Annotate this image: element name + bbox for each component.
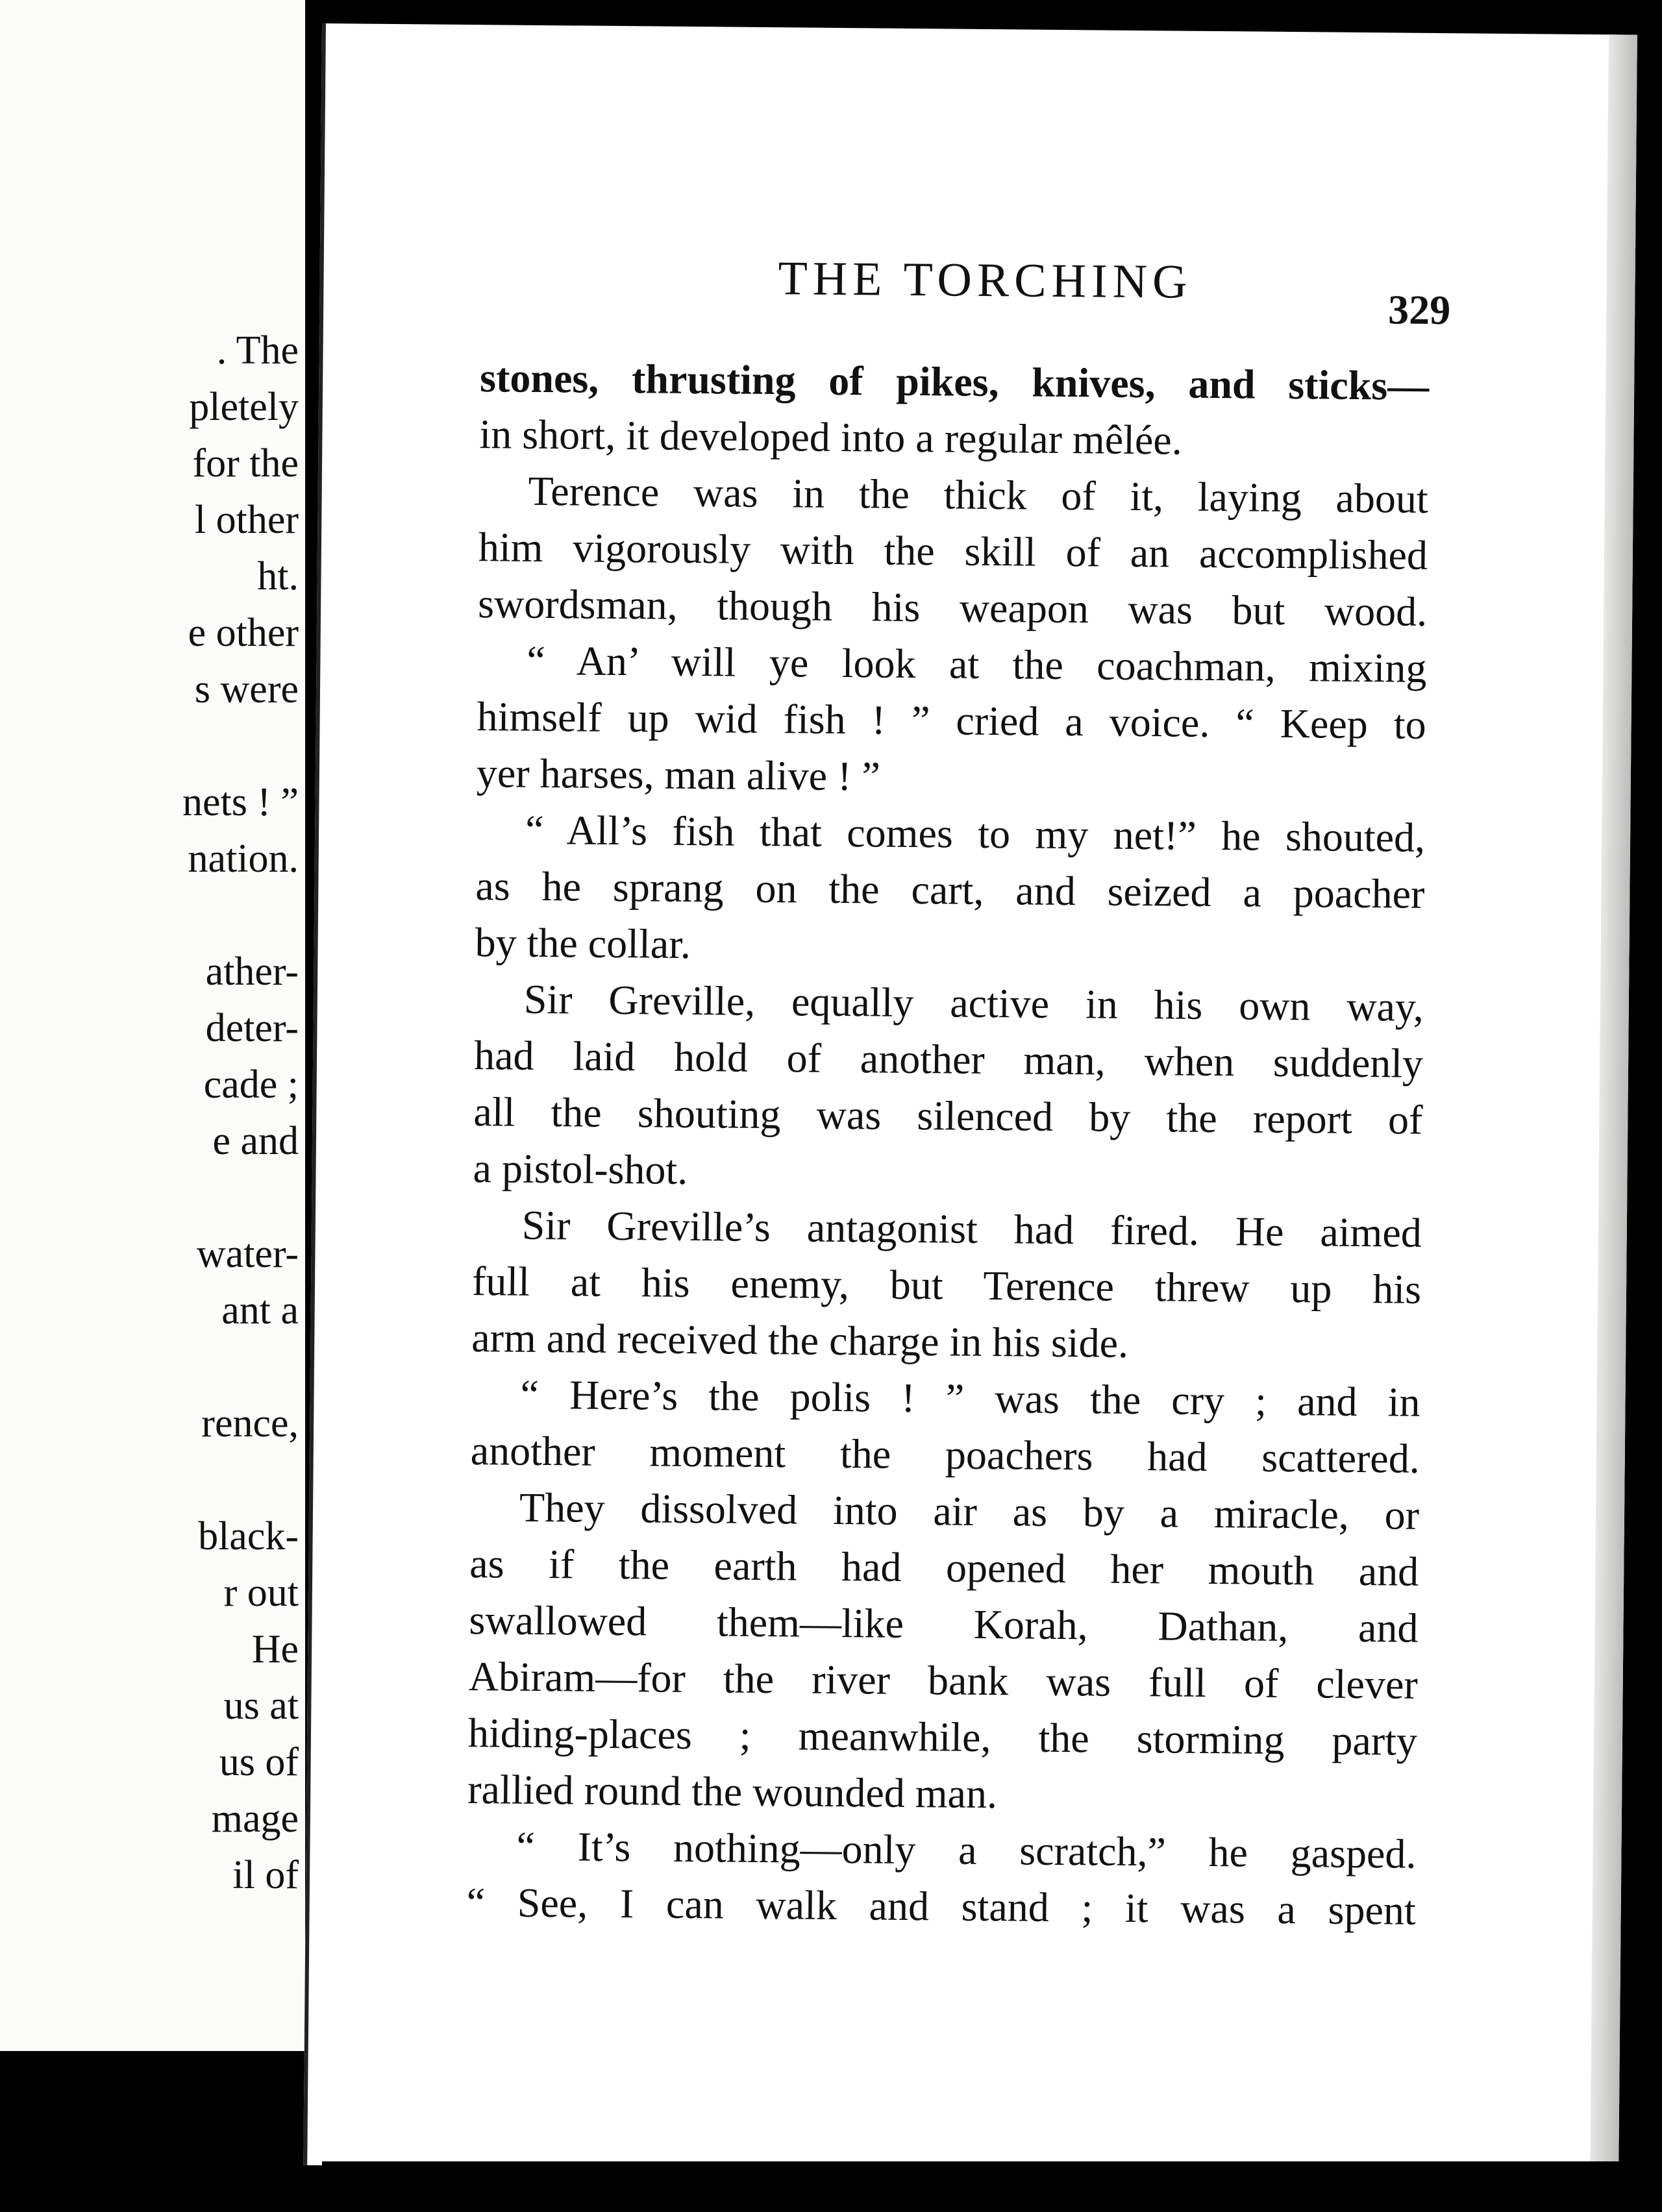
left-page-line: l other (194, 498, 299, 542)
text-line: Sir Greville, equally active in his own way, (523, 976, 1424, 1030)
left-page-line: r out (223, 1571, 299, 1615)
text-line: “ All’s fish that comes to my net!” he shouted, (525, 806, 1426, 861)
text-line: Abiram—for the river bank was full of clever (468, 1653, 1419, 1708)
right-page (303, 23, 1637, 2177)
text-line: a pistol-shot. (473, 1145, 688, 1193)
left-page-line: nets ! ” (182, 780, 299, 824)
text-line: him vigorously with the skill of an accomplished (478, 524, 1428, 578)
left-page-line: . The (216, 328, 299, 373)
body-text (466, 349, 1429, 1939)
text-line: had laid hold of another man, when suddenly (473, 1032, 1424, 1087)
left-page-line: deter- (205, 1006, 299, 1050)
text-line: Terence was in the thick of it, laying about (528, 467, 1428, 522)
left-page-line: water- (196, 1232, 299, 1276)
text-line: as he sprang on the cart, and seized a poacher (475, 863, 1425, 917)
text-line: rallied round the wounded man. (467, 1766, 998, 1817)
left-facing-page (0, 0, 305, 2051)
left-page-line: il of (232, 1853, 299, 1897)
scan-border (322, 2161, 1662, 2212)
text-line: stones, thrusting of pikes, knives, and sticks— (479, 354, 1430, 409)
left-page-line: rence, (201, 1401, 299, 1445)
left-page-line: e other (188, 611, 299, 655)
left-page-line: us of (219, 1740, 299, 1784)
text-line: all the shouting was silenced by the report of (473, 1088, 1423, 1143)
left-page-line: He (251, 1627, 299, 1671)
text-line: himself up wid fish ! ” cried a voice. “ Keep to (477, 693, 1426, 748)
page-number: 329 (1387, 286, 1451, 334)
text-line: by the collar. (475, 919, 691, 968)
text-line: arm and received the charge in his side. (471, 1314, 1129, 1366)
left-page-line: s were (194, 667, 299, 711)
left-page-line: for the (192, 441, 299, 485)
left-page-line: ht. (257, 554, 299, 598)
text-line: swordsman, though his weapon was but wood. (477, 580, 1428, 635)
text-line: another moment the poachers had scattered. (470, 1427, 1420, 1482)
text-line: hiding-places ; meanwhile, the storming party (467, 1710, 1418, 1764)
text-line: yer harses, man alive ! ” (476, 750, 881, 800)
left-page-line: us at (223, 1684, 299, 1728)
text-line: Sir Greville’s antagonist had fired. He aimed (521, 1201, 1422, 1256)
text-line: They dissolved into air as by a miracle, or (519, 1484, 1420, 1538)
left-page-line: ant a (221, 1288, 299, 1333)
running-head: THE TORCHING (778, 252, 1193, 309)
text-line: “ See, I can walk and stand ; it was a spent (466, 1879, 1417, 1934)
text-line: in short, it developed into a regular mêlée. (479, 411, 1183, 463)
text-line: “ An’ will ye look at the coachman, mixing (527, 637, 1427, 691)
text-line: “ Here’s the polis ! ” was the cry ; and in (520, 1371, 1420, 1425)
text-line: “ It’s nothing—only a scratch,” he gasped. (516, 1823, 1417, 1877)
left-page-line: cade ; (203, 1063, 299, 1107)
left-page-line: pletely (189, 385, 299, 429)
text-line: swallowed them—like Korah, Dathan, and (469, 1597, 1419, 1651)
left-page-line: mage (211, 1797, 299, 1841)
text-line: full at his enemy, but Terence threw up his (471, 1258, 1422, 1312)
left-page-line: nation. (188, 837, 299, 881)
left-page-line: ather- (205, 950, 299, 994)
text-line: as if the earth had opened her mouth and (469, 1540, 1419, 1595)
left-page-line: black- (198, 1514, 299, 1558)
page-edge (1590, 34, 1637, 2176)
left-page-line: e and (212, 1119, 299, 1163)
